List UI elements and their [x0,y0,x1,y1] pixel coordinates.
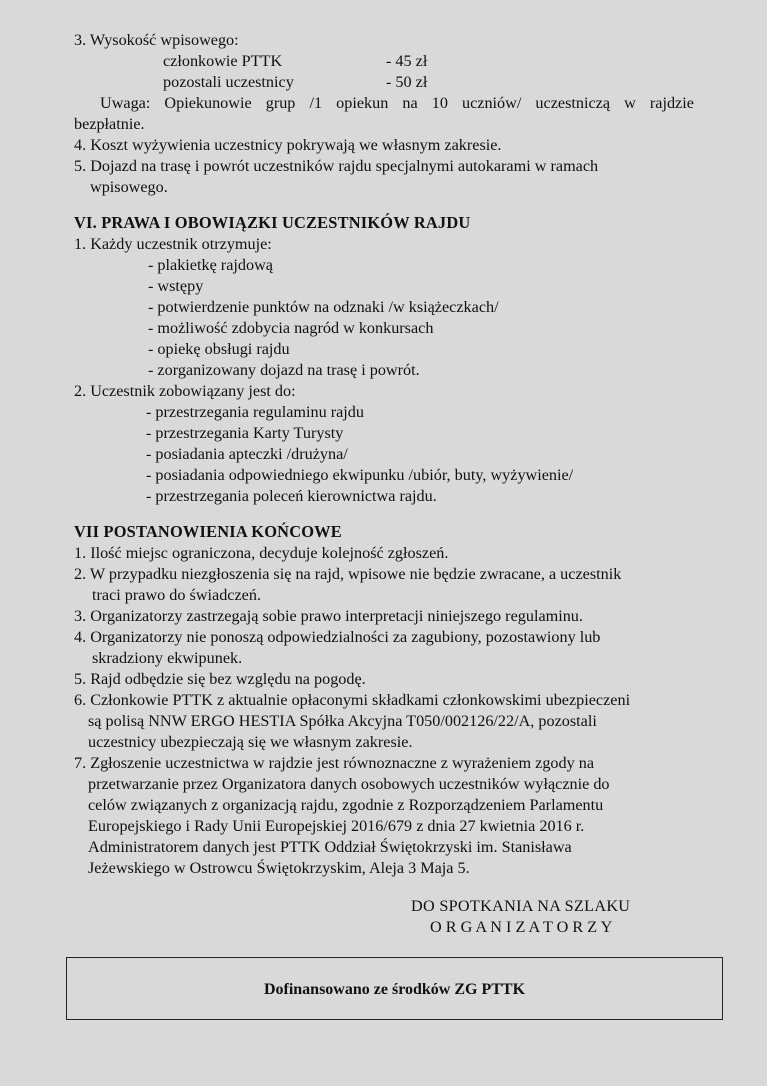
fee-note-word: opiekun [336,94,389,112]
final-provision-line: 2. W przypadku niezgłoszenia się na rajd, wpisowe nie będzie zwracane, a uczestnik [74,565,622,583]
receives-item: - potwierdzenie punktów na odznaki /w książeczkach/ [148,298,499,316]
final-provision-line: 4. Organizatorzy nie ponoszą odpowiedzialności za zagubiony, pozostawiony lub [74,628,601,646]
fee-amount-others: - 50 zł [386,73,428,91]
final-provision-line: uczestnicy ubezpieczają się we własnym zakresie. [88,733,413,751]
final-provision-line: są polisą NNW ERGO HESTIA Spółka Akcyjna T050/002126/22/A, pozostali [88,712,597,730]
fee-note-word: grup [265,94,296,112]
final-provision-line: przetwarzanie przez Organizatora danych osobowych uczestników wyłącznie do [88,775,610,793]
obligations-item-title: 2. Uczestnik zobowiązany jest do: [74,382,296,400]
fee-amount-members: - 45 zł [386,52,428,70]
final-provision-line: 1. Ilość miejsc ograniczona, decyduje kolejność zgłoszeń. [74,544,449,562]
fee-label-others: pozostali uczestnicy [163,73,294,91]
fee-note-line1 [100,93,694,114]
receives-item: - zorganizowany dojazd na trasę i powrót. [148,361,420,379]
funding-text: Dofinansowano ze środków ZG PTTK [263,981,526,998]
fee-note-word: Uwaga: [100,94,151,112]
final-provision-line: skradziony ekwipunek. [92,649,243,667]
meals-item: 4. Koszt wyżywienia uczestnicy pokrywają we własnym zakresie. [74,136,502,154]
fee-note-word: 10 [431,94,448,112]
fee-note-word: na [402,94,418,112]
obligation-item: - przestrzegania poleceń kierownictwa rajdu. [146,487,437,505]
final-provision-line: Europejskiego i Rady Unii Europejskiej 2016/679 z dnia 27 kwietnia 2016 r. [88,817,585,835]
fee-label-members: członkowie PTTK [163,52,283,70]
closing-signature: O R G A N I Z A T O R Z Y [430,918,613,936]
fee-note-line2: bezpłatnie. [74,115,145,133]
final-provision-line: Administratorem danych jest PTTK Oddział Świętokrzyski im. Stanisława [88,838,572,856]
final-provision-line: 5. Rajd odbędzie się bez względu na pogodę. [74,670,366,688]
final-provision-line: 7. Zgłoszenie uczestnictwa w rajdzie jest równoznaczne z wyrażeniem zgody na [74,754,595,772]
fee-note-word: w [624,94,636,112]
transport-item-line2: wpisowego. [90,178,168,196]
receives-item: - plakietkę rajdową [148,256,273,274]
section-vii-heading: VII POSTANOWIENIA KOŃCOWE [74,522,342,541]
final-provision-line: 6. Członkowie PTTK z aktualnie opłaconymi składkami członkowskimi ubezpieczeni [74,691,631,709]
fee-item-title: 3. Wysokość wpisowego: [74,31,239,49]
receives-item-title: 1. Każdy uczestnik otrzymuje: [74,235,272,253]
fee-note-word: uczestniczą [535,94,611,112]
final-provision-line: celów związanych z organizacją rajdu, zgodnie z Rozporządzeniem Parlamentu [88,796,604,814]
fee-note-word: uczniów/ [462,94,522,112]
obligation-item: - posiadania apteczki /drużyna/ [146,445,348,463]
final-provision-line: 3. Organizatorzy zastrzegają sobie prawo interpretacji niniejszego regulaminu. [74,607,583,625]
receives-item: - możliwość zdobycia nagród w konkursach [148,319,434,337]
obligation-item: - przestrzegania Karty Turysty [146,424,344,442]
obligation-item: - przestrzegania regulaminu rajdu [146,403,364,421]
receives-item: - wstępy [148,277,204,295]
closing-greeting: DO SPOTKANIA NA SZLAKU [411,897,631,915]
funding-box [66,957,723,1020]
fee-note-word: rajdzie [649,94,694,112]
transport-item-line1: 5. Dojazd na trasę i powrót uczestników rajdu specjalnymi autokarami w ramach [74,157,599,175]
section-vi-heading: VI. PRAWA I OBOWIĄZKI UCZESTNIKÓW RAJDU [74,213,471,232]
receives-item: - opiekę obsługi rajdu [148,340,290,358]
obligation-item: - posiadania odpowiedniego ekwipunku /ubiór, buty, wyżywienie/ [146,466,574,484]
fee-note-word: /1 [309,94,323,112]
fee-note-word: Opiekunowie [164,94,252,112]
final-provision-line: Jeżewskiego w Ostrowcu Świętokrzyskim, Aleja 3 Maja 5. [88,859,470,877]
final-provision-line: traci prawo do świadczeń. [92,586,261,604]
